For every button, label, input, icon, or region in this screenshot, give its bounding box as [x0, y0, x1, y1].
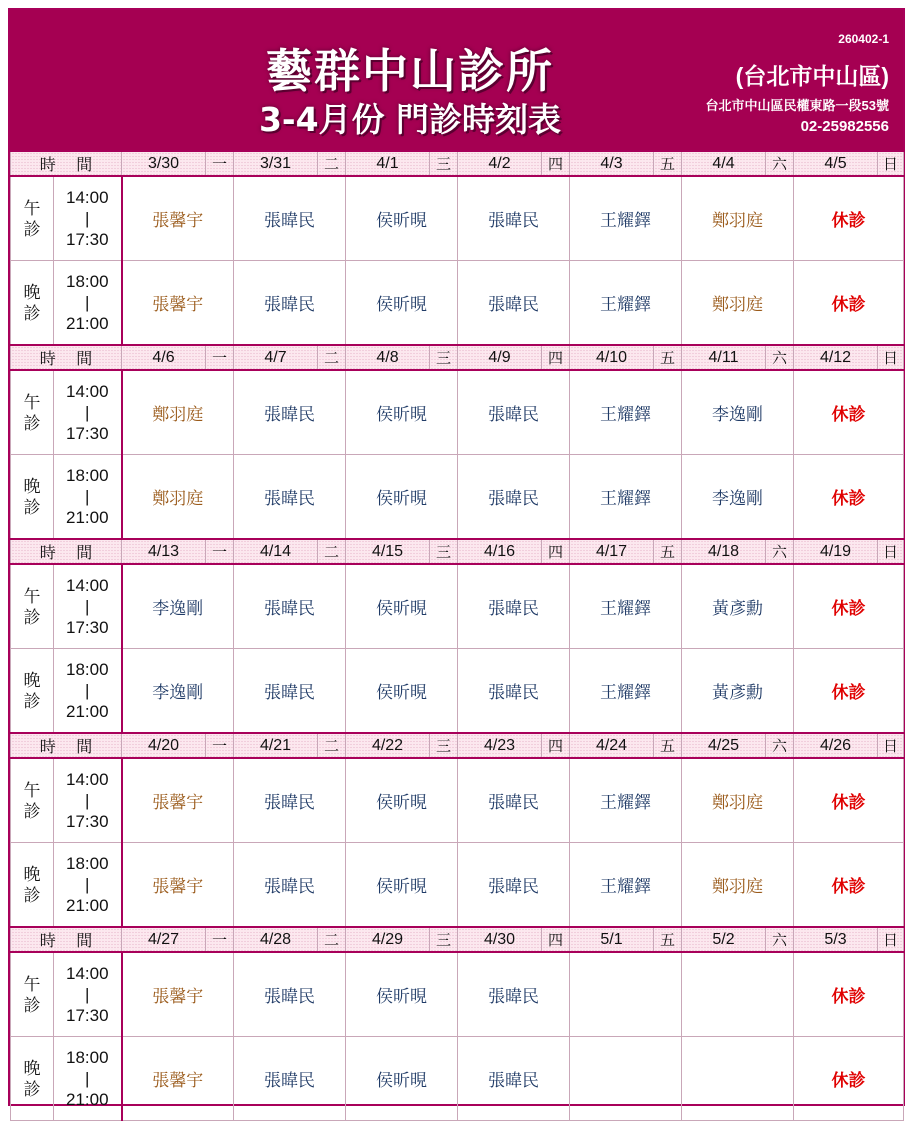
- doctor-cell: 張暐民: [234, 758, 346, 843]
- session-time-part: |: [85, 791, 90, 810]
- date-cell: 4/29: [346, 927, 430, 952]
- clinic-district: (台北市中山區): [735, 63, 889, 89]
- session-time-part: |: [85, 875, 90, 894]
- weekday-cell: 五: [654, 345, 682, 370]
- doctor-cell: 張馨宇: [122, 176, 234, 261]
- closed-cell: 休診: [794, 649, 904, 734]
- doctor-cell: 張馨宇: [122, 843, 234, 928]
- session-row: [11, 1037, 904, 1121]
- session-time-part: 14:00: [65, 382, 109, 401]
- weekday-cell: 四: [542, 539, 570, 564]
- session-row: [11, 455, 904, 540]
- week-header-row: [11, 345, 904, 370]
- weekday-cell: 三: [430, 733, 458, 758]
- doctor-cell: 張暐民: [458, 370, 570, 455]
- session-time-part: 18:00: [65, 1048, 109, 1067]
- doctor-cell: 鄭羽庭: [122, 370, 234, 455]
- session-time-part: |: [85, 293, 90, 312]
- weekday-cell: 四: [542, 345, 570, 370]
- weekday-cell: 四: [542, 151, 570, 176]
- week-header-row: [11, 733, 904, 758]
- session-name-char: 晚: [23, 282, 41, 302]
- document-code: 260402-1: [838, 32, 889, 46]
- date-cell: 4/30: [458, 927, 542, 952]
- session-time-part: 14:00: [65, 964, 109, 983]
- doctor-cell: 王耀鐸: [570, 455, 682, 540]
- doctor-cell: 張暐民: [458, 952, 570, 1037]
- weekday-cell: 一: [206, 151, 234, 176]
- doctor-cell: 黃彥勳: [682, 564, 794, 649]
- session-time-cell: [54, 758, 122, 843]
- session-time-cell: [54, 843, 122, 928]
- session-row: [11, 261, 904, 346]
- session-name-char: 診: [23, 995, 41, 1015]
- doctor-cell: 張暐民: [458, 455, 570, 540]
- session-time-part: 14:00: [65, 576, 109, 595]
- date-cell: 4/12: [794, 345, 878, 370]
- session-name-cell: [11, 952, 54, 1037]
- session-time-cell: [54, 455, 122, 540]
- date-cell: 4/22: [346, 733, 430, 758]
- session-time-part: 21:00: [65, 314, 109, 333]
- doctor-cell: 鄭羽庭: [682, 261, 794, 346]
- weekday-cell: 六: [766, 733, 794, 758]
- session-time-part: 21:00: [65, 702, 109, 721]
- closed-cell: 休診: [794, 564, 904, 649]
- session-time-part: |: [85, 985, 90, 1004]
- doctor-cell: 王耀鐸: [570, 261, 682, 346]
- session-time-part: 21:00: [65, 1090, 109, 1109]
- doctor-cell: 侯昕晛: [346, 564, 458, 649]
- clinic-address: 台北市中山區民權東路一段53號: [705, 98, 889, 113]
- week-header-row: [11, 539, 904, 564]
- weekday-cell: 二: [318, 733, 346, 758]
- weekday-cell: 一: [206, 345, 234, 370]
- doctor-cell: 侯昕晛: [346, 649, 458, 734]
- doctor-cell: 張暐民: [458, 758, 570, 843]
- weekday-cell: 三: [430, 539, 458, 564]
- date-cell: 4/7: [234, 345, 318, 370]
- session-row: [11, 370, 904, 455]
- doctor-cell: 王耀鐸: [570, 649, 682, 734]
- doctor-cell: 張暐民: [234, 564, 346, 649]
- weekday-cell: 三: [430, 345, 458, 370]
- date-cell: 4/8: [346, 345, 430, 370]
- doctor-cell: 張暐民: [234, 370, 346, 455]
- time-column-header: 時 間: [11, 151, 122, 176]
- date-cell: 4/21: [234, 733, 318, 758]
- session-name-cell: [11, 261, 54, 346]
- weekday-cell: 三: [430, 151, 458, 176]
- session-name-cell: [11, 455, 54, 540]
- doctor-cell: 鄭羽庭: [122, 455, 234, 540]
- doctor-cell: 王耀鐸: [570, 564, 682, 649]
- doctor-cell: 王耀鐸: [570, 176, 682, 261]
- doctor-cell: 侯昕晛: [346, 370, 458, 455]
- session-row: [11, 564, 904, 649]
- weekday-cell: 三: [430, 927, 458, 952]
- date-cell: 3/31: [234, 151, 318, 176]
- doctor-cell: [682, 1037, 794, 1121]
- date-cell: 4/2: [458, 151, 542, 176]
- session-name-char: 診: [23, 885, 41, 905]
- date-cell: 4/18: [682, 539, 766, 564]
- session-time-part: |: [85, 681, 90, 700]
- time-column-header: 時 間: [11, 345, 122, 370]
- week-header-row: [11, 151, 904, 176]
- weekday-cell: 五: [654, 733, 682, 758]
- session-time-part: |: [85, 1069, 90, 1088]
- closed-cell: 休診: [794, 843, 904, 928]
- doctor-cell: 侯昕晛: [346, 843, 458, 928]
- session-time-cell: [54, 176, 122, 261]
- date-cell: 4/5: [794, 151, 878, 176]
- weekday-cell: 一: [206, 539, 234, 564]
- doctor-cell: 鄭羽庭: [682, 843, 794, 928]
- session-row: [11, 176, 904, 261]
- session-name-char: 晚: [23, 1058, 41, 1078]
- session-time-cell: [54, 564, 122, 649]
- weekday-cell: 五: [654, 927, 682, 952]
- doctor-cell: 鄭羽庭: [682, 758, 794, 843]
- closed-cell: 休診: [794, 758, 904, 843]
- session-time-part: |: [85, 209, 90, 228]
- date-cell: 3/30: [122, 151, 206, 176]
- weekday-cell: 日: [878, 733, 904, 758]
- session-name-cell: [11, 649, 54, 734]
- doctor-cell: [570, 1037, 682, 1121]
- date-cell: 4/15: [346, 539, 430, 564]
- clinic-name: 藝群中山診所: [266, 44, 554, 98]
- session-row: [11, 649, 904, 734]
- session-name-char: 晚: [23, 670, 41, 690]
- doctor-cell: 張馨宇: [122, 952, 234, 1037]
- doctor-cell: 李逸剛: [122, 649, 234, 734]
- session-name-cell: [11, 758, 54, 843]
- date-cell: 4/24: [570, 733, 654, 758]
- session-row: [11, 952, 904, 1037]
- session-name-char: 晚: [23, 476, 41, 496]
- weekday-cell: 日: [878, 345, 904, 370]
- time-column-header: 時 間: [11, 733, 122, 758]
- date-cell: 4/9: [458, 345, 542, 370]
- doctor-cell: 張暐民: [234, 176, 346, 261]
- doctor-cell: 王耀鐸: [570, 758, 682, 843]
- doctor-cell: 王耀鐸: [570, 843, 682, 928]
- date-cell: 4/1: [346, 151, 430, 176]
- doctor-cell: 黃彥勳: [682, 649, 794, 734]
- session-name-char: 診: [23, 801, 41, 821]
- date-cell: 5/3: [794, 927, 878, 952]
- session-name-char: 診: [23, 303, 41, 323]
- weekday-cell: 六: [766, 345, 794, 370]
- session-name-char: 午: [23, 198, 41, 218]
- doctor-cell: 李逸剛: [682, 455, 794, 540]
- session-name-char: 診: [23, 691, 41, 711]
- session-time-part: |: [85, 403, 90, 422]
- date-cell: 4/13: [122, 539, 206, 564]
- doctor-cell: 王耀鐸: [570, 370, 682, 455]
- session-time-part: 14:00: [65, 188, 109, 207]
- session-name-char: 午: [23, 586, 41, 606]
- time-column-header: 時 間: [11, 539, 122, 564]
- session-row: [11, 843, 904, 928]
- session-name-char: 診: [23, 413, 41, 433]
- doctor-cell: 鄭羽庭: [682, 176, 794, 261]
- doctor-cell: 侯昕晛: [346, 261, 458, 346]
- closed-cell: 休診: [794, 952, 904, 1037]
- date-cell: 4/28: [234, 927, 318, 952]
- date-cell: 4/17: [570, 539, 654, 564]
- session-name-char: 診: [23, 497, 41, 517]
- doctor-cell: 張暐民: [458, 1037, 570, 1121]
- doctor-cell: 侯昕晛: [346, 1037, 458, 1121]
- schedule-sheet: [8, 8, 905, 1109]
- doctor-cell: 侯昕晛: [346, 952, 458, 1037]
- date-cell: 4/26: [794, 733, 878, 758]
- doctor-cell: 侯昕晛: [346, 176, 458, 261]
- session-name-cell: [11, 843, 54, 928]
- doctor-cell: 張暐民: [234, 843, 346, 928]
- session-time-part: 18:00: [65, 660, 109, 679]
- date-cell: 4/19: [794, 539, 878, 564]
- session-time-cell: [54, 370, 122, 455]
- session-name-cell: [11, 370, 54, 455]
- doctor-cell: 張馨宇: [122, 261, 234, 346]
- session-time-part: 18:00: [65, 854, 109, 873]
- clinic-phone: 02-25982556: [800, 118, 889, 135]
- session-time-part: 17:30: [65, 618, 109, 637]
- closed-cell: 休診: [794, 370, 904, 455]
- date-cell: 4/10: [570, 345, 654, 370]
- session-time-part: 17:30: [65, 1006, 109, 1025]
- date-cell: 4/4: [682, 151, 766, 176]
- doctor-cell: 侯昕晛: [346, 455, 458, 540]
- date-cell: 5/2: [682, 927, 766, 952]
- time-column-header: 時 間: [11, 927, 122, 952]
- weekday-cell: 二: [318, 345, 346, 370]
- doctor-cell: 張暐民: [458, 261, 570, 346]
- closed-cell: 休診: [794, 176, 904, 261]
- date-cell: 4/27: [122, 927, 206, 952]
- session-time-part: 17:30: [65, 424, 109, 443]
- session-time-part: 17:30: [65, 230, 109, 249]
- session-name-char: 午: [23, 974, 41, 994]
- schedule-title: 3-4月份 門診時刻表: [258, 100, 562, 139]
- date-cell: 4/16: [458, 539, 542, 564]
- session-name-char: 診: [23, 1079, 41, 1099]
- closed-cell: 休診: [794, 455, 904, 540]
- date-cell: 4/25: [682, 733, 766, 758]
- session-row: [11, 758, 904, 843]
- doctor-cell: 李逸剛: [122, 564, 234, 649]
- doctor-cell: 張馨宇: [122, 1037, 234, 1121]
- session-name-cell: [11, 564, 54, 649]
- weekday-cell: 日: [878, 539, 904, 564]
- doctor-cell: 李逸剛: [682, 370, 794, 455]
- session-name-char: 午: [23, 392, 41, 412]
- doctor-cell: [570, 952, 682, 1037]
- session-name-char: 診: [23, 607, 41, 627]
- week-header-row: [11, 927, 904, 952]
- closed-cell: 休診: [794, 261, 904, 346]
- session-time-part: |: [85, 487, 90, 506]
- session-time-part: 21:00: [65, 508, 109, 527]
- doctor-cell: 張暐民: [234, 952, 346, 1037]
- doctor-cell: 張暐民: [458, 843, 570, 928]
- weekday-cell: 二: [318, 539, 346, 564]
- weekday-cell: 六: [766, 151, 794, 176]
- doctor-cell: 侯昕晛: [346, 758, 458, 843]
- weekday-cell: 五: [654, 539, 682, 564]
- header-banner: [10, 10, 903, 150]
- weekday-cell: 四: [542, 927, 570, 952]
- doctor-cell: 張馨宇: [122, 758, 234, 843]
- session-time-part: |: [85, 597, 90, 616]
- session-time-part: 14:00: [65, 770, 109, 789]
- session-time-cell: [54, 261, 122, 346]
- date-cell: 4/6: [122, 345, 206, 370]
- session-name-char: 午: [23, 780, 41, 800]
- doctor-cell: 張暐民: [234, 261, 346, 346]
- session-time-part: 17:30: [65, 812, 109, 831]
- closed-cell: 休診: [794, 1037, 904, 1121]
- weekday-cell: 六: [766, 927, 794, 952]
- doctor-cell: 張暐民: [458, 176, 570, 261]
- session-time-part: 18:00: [65, 272, 109, 291]
- session-time-part: 21:00: [65, 896, 109, 915]
- weekday-cell: 日: [878, 151, 904, 176]
- weekday-cell: 二: [318, 151, 346, 176]
- session-name-cell: [11, 1037, 54, 1121]
- session-time-part: 18:00: [65, 466, 109, 485]
- date-cell: 4/23: [458, 733, 542, 758]
- date-cell: 4/20: [122, 733, 206, 758]
- doctor-cell: 張暐民: [458, 564, 570, 649]
- weekday-cell: 一: [206, 733, 234, 758]
- weekday-cell: 六: [766, 539, 794, 564]
- session-name-char: 晚: [23, 864, 41, 884]
- session-time-cell: [54, 1037, 122, 1121]
- doctor-cell: 張暐民: [234, 455, 346, 540]
- session-time-cell: [54, 952, 122, 1037]
- session-time-cell: [54, 649, 122, 734]
- doctor-cell: 張暐民: [234, 649, 346, 734]
- session-name-char: 診: [23, 219, 41, 239]
- doctor-cell: [682, 952, 794, 1037]
- doctor-cell: 張暐民: [234, 1037, 346, 1121]
- weekday-cell: 四: [542, 733, 570, 758]
- weekday-cell: 日: [878, 927, 904, 952]
- date-cell: 4/3: [570, 151, 654, 176]
- doctor-cell: 張暐民: [458, 649, 570, 734]
- date-cell: 4/11: [682, 345, 766, 370]
- session-name-cell: [11, 176, 54, 261]
- date-cell: 4/14: [234, 539, 318, 564]
- weekday-cell: 一: [206, 927, 234, 952]
- schedule-table: [10, 150, 904, 1121]
- date-cell: 5/1: [570, 927, 654, 952]
- weekday-cell: 五: [654, 151, 682, 176]
- weekday-cell: 二: [318, 927, 346, 952]
